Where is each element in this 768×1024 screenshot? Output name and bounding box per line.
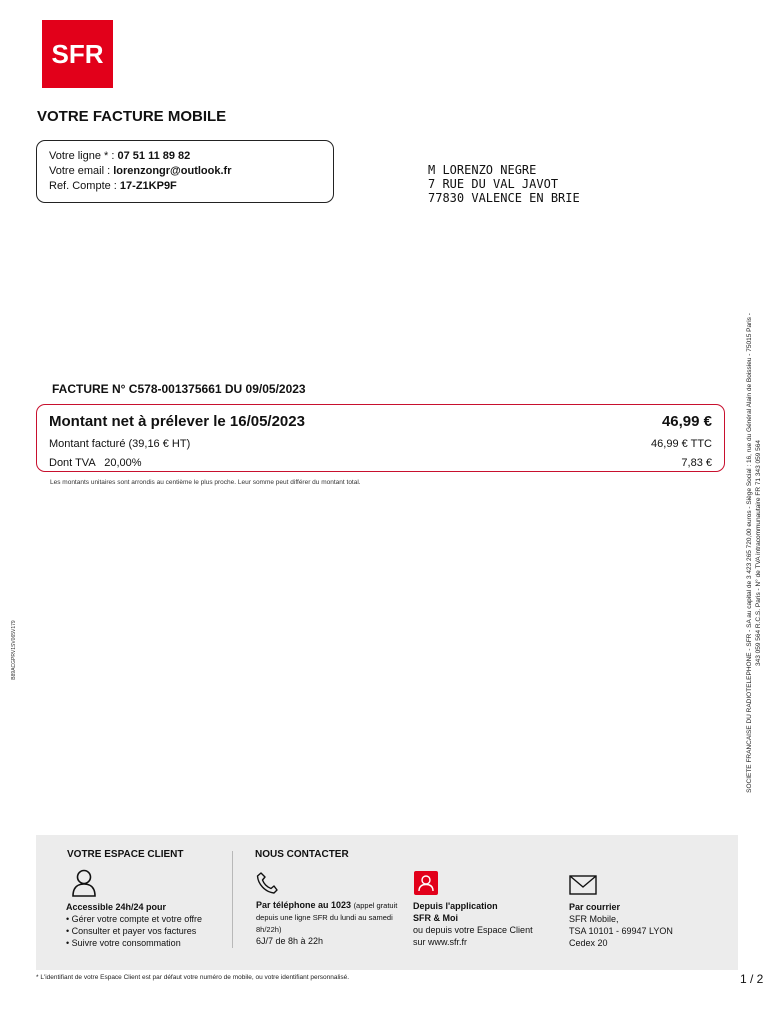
email-value: lorenzongr@outlook.fr — [113, 165, 232, 177]
sfr-app-icon — [414, 871, 438, 895]
legal-line: 343 059 564 R.C.S. Paris - N° de TVA intracommunautaire FR 71 343 059 564 — [755, 440, 762, 667]
line-row — [49, 149, 321, 164]
document-id: B89ACGPRV1SV065V179 — [11, 620, 17, 680]
espace-client-text — [66, 901, 202, 949]
legal-line: SOCIETE FRANCAISE DU RADIOTELEPHONE - SFR - SA au capital de 3 423 265 720,00 euros - Siège Social : 16, rue du Général Alain de Boissieu - 75015 Paris - — [746, 313, 753, 793]
phone-icon — [256, 871, 278, 900]
mail-line: Cedex 20 — [569, 938, 608, 948]
ref-label: Ref. Compte : — [49, 180, 120, 192]
address-line: M LORENZO NEGRE — [428, 163, 537, 177]
phone-note: (appel gratuit depuis une ligne SFR du lundi au samedi 8h/22h) — [256, 901, 398, 934]
footer-divider — [232, 851, 233, 948]
line-number: 07 51 11 89 82 — [117, 150, 191, 162]
phone-heading: Par téléphone au 1023 — [256, 900, 352, 910]
identifier-note: * L'identifiant de votre Espace Client est par défaut votre numéro de mobile, ou votre identifiant personnalisé. — [36, 974, 350, 981]
legal-mentions — [745, 293, 763, 813]
footer-panel — [36, 835, 738, 970]
rounding-footnote: Les montants unitaires sont arrondis au centième le plus proche. Leur somme peut différer du montant total. — [50, 479, 361, 486]
espace-item: • Gérer votre compte et votre offre — [66, 914, 203, 924]
tva-label: Dont TVA 20,00% — [49, 456, 142, 469]
espace-item: • Suivre votre consommation — [66, 938, 181, 948]
app-text: ou depuis votre Espace Client — [413, 925, 533, 935]
mail-contact-text — [569, 901, 673, 949]
tva-row — [49, 454, 712, 471]
contact-title: NOUS CONTACTER — [255, 849, 349, 860]
app-contact-text — [413, 900, 533, 948]
app-text: sur www.sfr.fr — [413, 937, 468, 947]
ref-value: 17-Z1KP9F — [119, 180, 177, 192]
phone-hours: 6J/7 de 8h à 22h — [256, 936, 324, 946]
recipient-address — [428, 163, 580, 205]
sfr-logo: SFR — [42, 20, 113, 88]
ref-row — [49, 179, 321, 194]
billed-amount-value: 46,99 € TTC — [651, 437, 712, 450]
mail-icon — [569, 875, 597, 900]
tva-value: 7,83 € — [681, 456, 712, 469]
user-icon — [70, 867, 98, 902]
address-line: 77830 VALENCE EN BRIE — [428, 191, 580, 205]
page-number: 1 / 2 — [740, 972, 764, 986]
espace-item: • Consulter et payer vos factures — [66, 926, 197, 936]
address-line: 7 RUE DU VAL JAVOT — [428, 177, 559, 191]
mail-line: TSA 10101 - 69947 LYON — [569, 926, 673, 936]
amount-summary-box — [36, 404, 725, 472]
espace-client-title: VOTRE ESPACE CLIENT — [67, 849, 184, 860]
account-info-box — [36, 140, 334, 203]
phone-contact-text — [256, 899, 406, 947]
billed-amount-label: Montant facturé (39,16 € HT) — [49, 437, 191, 450]
espace-client-heading: Accessible 24h/24 pour — [66, 902, 167, 912]
email-row — [49, 164, 321, 179]
net-amount-label: Montant net à prélever le 16/05/2023 — [49, 412, 305, 430]
mail-line: SFR Mobile, — [569, 914, 619, 924]
email-label: Votre email : — [49, 165, 114, 177]
page-title: VOTRE FACTURE MOBILE — [37, 108, 227, 125]
net-amount-row — [49, 411, 712, 431]
app-name: SFR & Moi — [413, 913, 458, 923]
invoice-number: FACTURE N° C578-001375661 DU 09/05/2023 — [52, 382, 306, 396]
mail-heading: Par courrier — [569, 902, 621, 912]
net-amount-value: 46,99 € — [661, 412, 712, 430]
app-heading: Depuis l'application — [413, 901, 498, 911]
billed-amount-row — [49, 435, 712, 452]
line-label: Votre ligne * : — [49, 150, 118, 162]
